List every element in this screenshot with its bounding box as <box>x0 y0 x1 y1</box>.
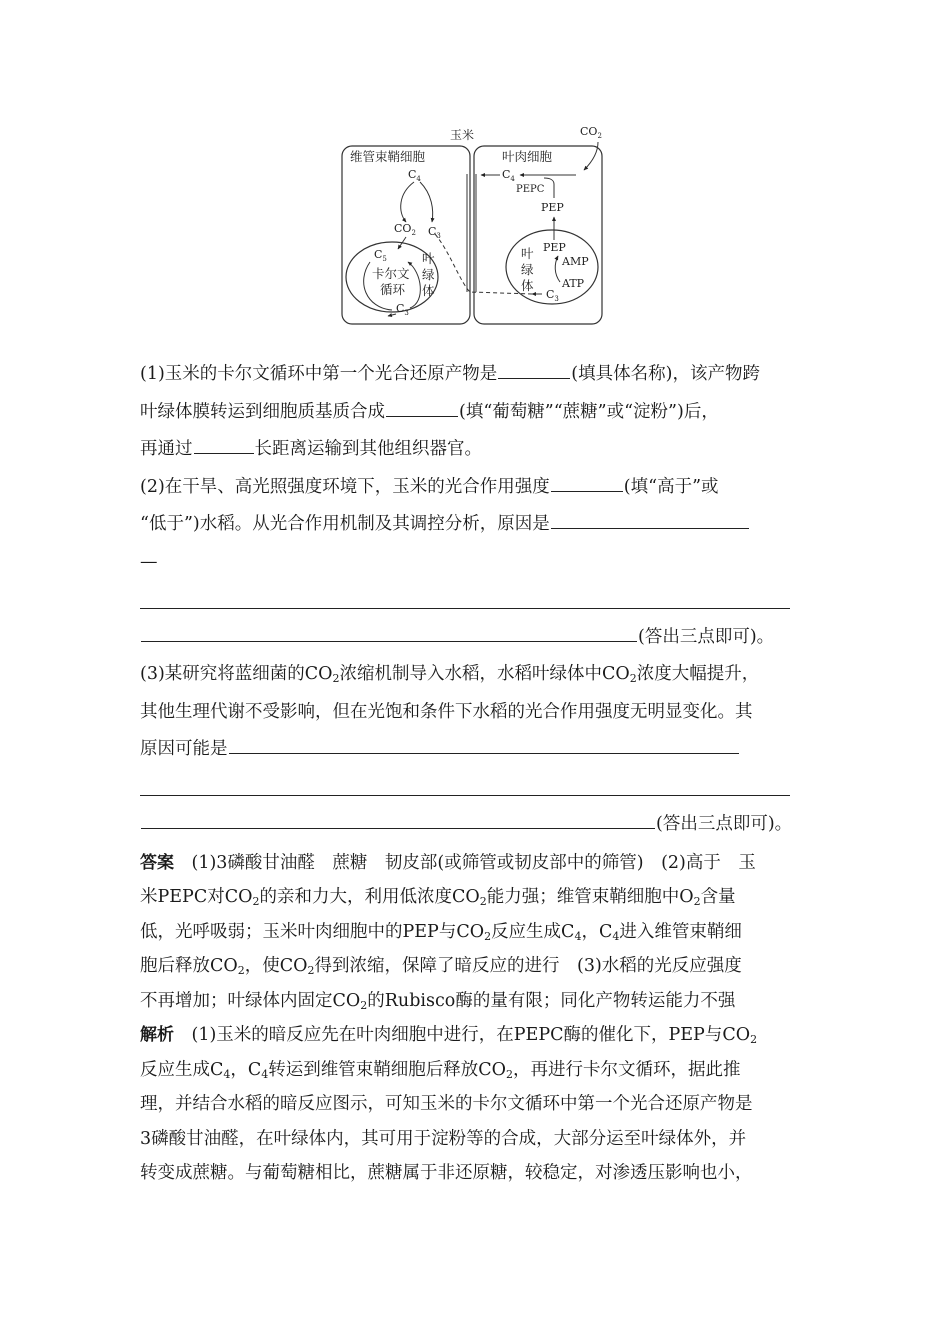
answer-label: 答案 <box>140 852 174 873</box>
pep-inner: PEP <box>543 241 566 254</box>
q2-blank2[interactable] <box>551 508 749 529</box>
chloroplast-right-char1: 叶 <box>521 246 534 261</box>
q1-blank3[interactable] <box>194 433 254 454</box>
analysis-line3: 理，并结合水稻的暗反应图示，可知玉米的卡尔文循环中第一个光合还原产物是 <box>140 1094 753 1114</box>
co2-top-label: $CO_2$ <box>580 125 602 140</box>
c3-left-top: $C_3$ <box>428 225 441 240</box>
q1-line2: 叶绿体膜转运到细胞质基质合成 (填“葡萄糖”“蔗糖”或“淀粉”)后， <box>140 394 812 432</box>
bundle-sheath-cell <box>342 146 470 324</box>
q3-blank1[interactable] <box>229 733 739 754</box>
answer-line1: 答案 (1)3磷酸甘油醛 蔗糖 韧皮部(或筛管或韧皮部中的筛管) (2)高于 玉 <box>140 852 756 873</box>
answer-line3: 低，光呼吸弱；玉米叶肉细胞中的PEP与$CO_2$反应生成$C_4$，$C_4$进入维管束鞘细 <box>140 921 742 943</box>
q3-line3: 原因可能是 <box>140 731 812 769</box>
q2-line1: (2)在干旱、高光照强度环境下，玉米的光合作用强度 (填“高于”或 <box>140 469 812 507</box>
plant-label: 玉米 <box>450 128 475 142</box>
calvin-cycle-line1: 卡尔文 <box>372 266 410 281</box>
q1-blank2[interactable] <box>386 396 458 417</box>
atp-label: ATP <box>562 277 585 290</box>
amp-label: AMP <box>562 255 589 268</box>
q3-blank2[interactable] <box>141 808 655 829</box>
c5-label: $C_5$ <box>374 248 387 263</box>
q2-line2: “低于”)水稻。从光合作用机制及其调控分析，原因是 <box>140 506 812 544</box>
pep-top: PEP <box>541 201 564 214</box>
mesophyll-label: 叶肉细胞 <box>502 149 553 164</box>
c3-left-bottom: $C_3$ <box>396 302 409 317</box>
q3-line5: (答出三点即可)。 <box>140 806 812 844</box>
co2-left: $CO_2$ <box>394 222 416 237</box>
chloroplast-right-char3: 体 <box>521 278 534 293</box>
q3-answer-rule[interactable] <box>140 769 812 807</box>
chloroplast-left-char1: 叶 <box>422 251 435 266</box>
q1-blank1[interactable] <box>498 358 570 379</box>
analysis-line4: 3磷酸甘油醛，在叶绿体内，其可用于淀粉等的合成，大部分运至叶绿体外，并 <box>140 1128 747 1149</box>
q3-line1: (3)某研究将蓝细菌的$CO_2$浓缩机制导入水稻，水稻叶绿体中$CO_2$浓度大幅提升， <box>140 664 760 685</box>
q3-line2: 其他生理代谢不受影响，但在光饱和条件下水稻的光合作用强度无明显变化。其 <box>140 701 753 722</box>
answer-line2: 米PEPC对$CO_2$的亲和力大，利用低浓度$CO_2$能力强；维管束鞘细胞中$O_2$含量 <box>140 887 736 908</box>
chloroplast-left-char2: 绿 <box>422 267 435 282</box>
analysis-line5: 转变成蔗糖。与葡萄糖相比，蔗糖属于非还原糖，较稳定，对渗透压影响也小， <box>140 1163 753 1183</box>
q1-line3: 再通过 长距离运输到其他组织器官。 <box>140 431 812 469</box>
q2-line5: (答出三点即可)。 <box>140 619 812 657</box>
c4-right: $C_4$ <box>502 168 515 183</box>
pepc-label: PEPC <box>516 184 545 195</box>
answer-line4: 胞后释放$CO_2$，使$CO_2$得到浓缩，保障了暗反应的进行 (3)水稻的光反应强度 <box>140 956 742 977</box>
c3-right: $C_3$ <box>546 288 559 303</box>
chloroplast-right-char2: 绿 <box>521 262 534 277</box>
analysis-line1: 解析 (1)玉米的暗反应先在叶肉细胞中进行，在PEPC酶的催化下，PEP与$CO_2$ <box>140 1025 758 1046</box>
analysis-line2: 反应生成$C_4$，$C_4$转运到维管束鞘细胞后释放$CO_2$，再进行卡尔文循环，据此推 <box>140 1059 741 1081</box>
q2-answer-rule[interactable] <box>140 581 812 619</box>
photosynthesis-diagram <box>336 122 616 332</box>
q2-blank3[interactable] <box>141 621 637 642</box>
q2-blank1[interactable] <box>551 471 623 492</box>
q2-line3: — <box>140 551 158 572</box>
question-content <box>140 356 812 1191</box>
c4-left: $C_4$ <box>408 168 421 183</box>
mesophyll-cell <box>474 146 602 324</box>
chloroplast-left-char3: 体 <box>422 283 435 298</box>
analysis-label: 解析 <box>140 1025 174 1045</box>
q1-line1: (1)玉米的卡尔文循环中第一个光合还原产物是 (填具体名称)，该产物跨 <box>140 356 812 394</box>
answer-line5: 不再增加；叶绿体内固定$CO_2$的Rubisco酶的量有限；同化产物转运能力不强 <box>140 990 736 1012</box>
bundle-sheath-label: 维管束鞘细胞 <box>350 149 426 164</box>
calvin-cycle-line2: 循环 <box>380 282 406 297</box>
